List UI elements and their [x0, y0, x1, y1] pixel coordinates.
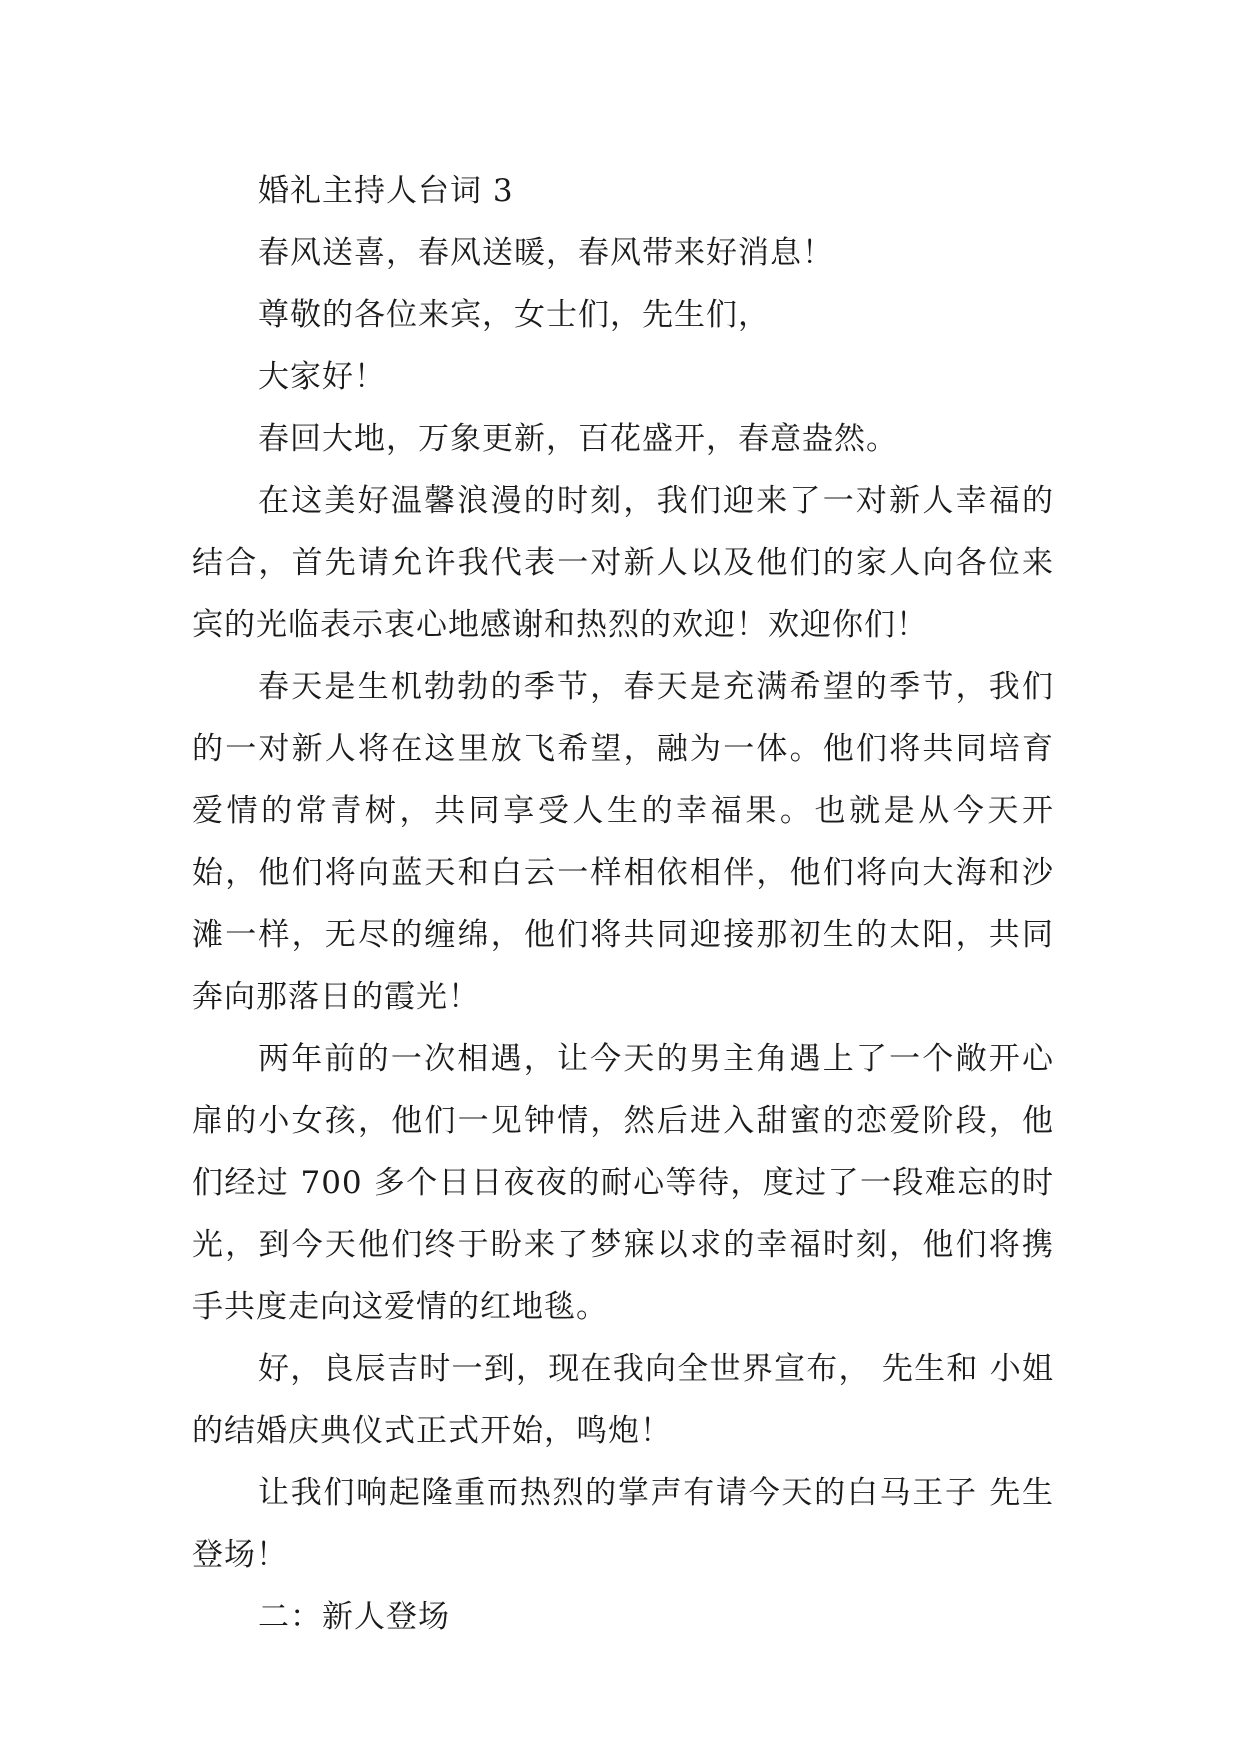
paragraph-spring: 春回大地，万象更新，百花盛开，春意盎然。 [258, 421, 898, 457]
document-title: 婚礼主持人台词 3 [258, 173, 514, 209]
paragraph-groom-entrance: 让我们响起隆重而热烈的掌声有请今天的白马王子 先生登场！ [192, 1475, 1054, 1573]
paragraph-announcement: 好，良辰吉时一到，现在我向全世界宣布， 先生和 小姐的结婚庆典仪式正式开始，鸣炮！ [192, 1351, 1054, 1449]
section-heading: 二：新人登场 [258, 1599, 450, 1635]
paragraph-story: 两年前的一次相遇，让今天的男主角遇上了一个敞开心扉的小女孩，他们一见钟情，然后进入甜蜜的恋爱阶段，他们经过 700 多个日日夜夜的耐心等待，度过了一段难忘的时光，到今天他们终于盼来了梦寐以求的幸福时刻，他们将携手共度走向这爱情的红地毯。 [192, 1041, 1054, 1325]
document-page [192, 160, 1054, 1648]
paragraph-hello: 大家好！ [258, 359, 386, 395]
paragraph-season: 春天是生机勃勃的季节，春天是充满希望的季节，我们的一对新人将在这里放飞希望，融为一体。他们将共同培育爱情的常青树，共同享受人生的幸福果。也就是从今天开始，他们将向蓝天和白云一样相依相伴，他们将向大海和沙滩一样，无尽的缠绵，他们将共同迎接那初生的太阳，共同奔向那落日的霞光！ [192, 669, 1054, 1015]
paragraph-greeting-line: 春风送喜，春风送暖，春风带来好消息！ [258, 235, 834, 271]
paragraph-salutation: 尊敬的各位来宾，女士们，先生们， [258, 297, 770, 333]
paragraph-welcome: 在这美好温馨浪漫的时刻，我们迎来了一对新人幸福的结合，首先请允许我代表一对新人以及他们的家人向各位来宾的光临表示衷心地感谢和热烈的欢迎！欢迎你们！ [192, 483, 1054, 643]
